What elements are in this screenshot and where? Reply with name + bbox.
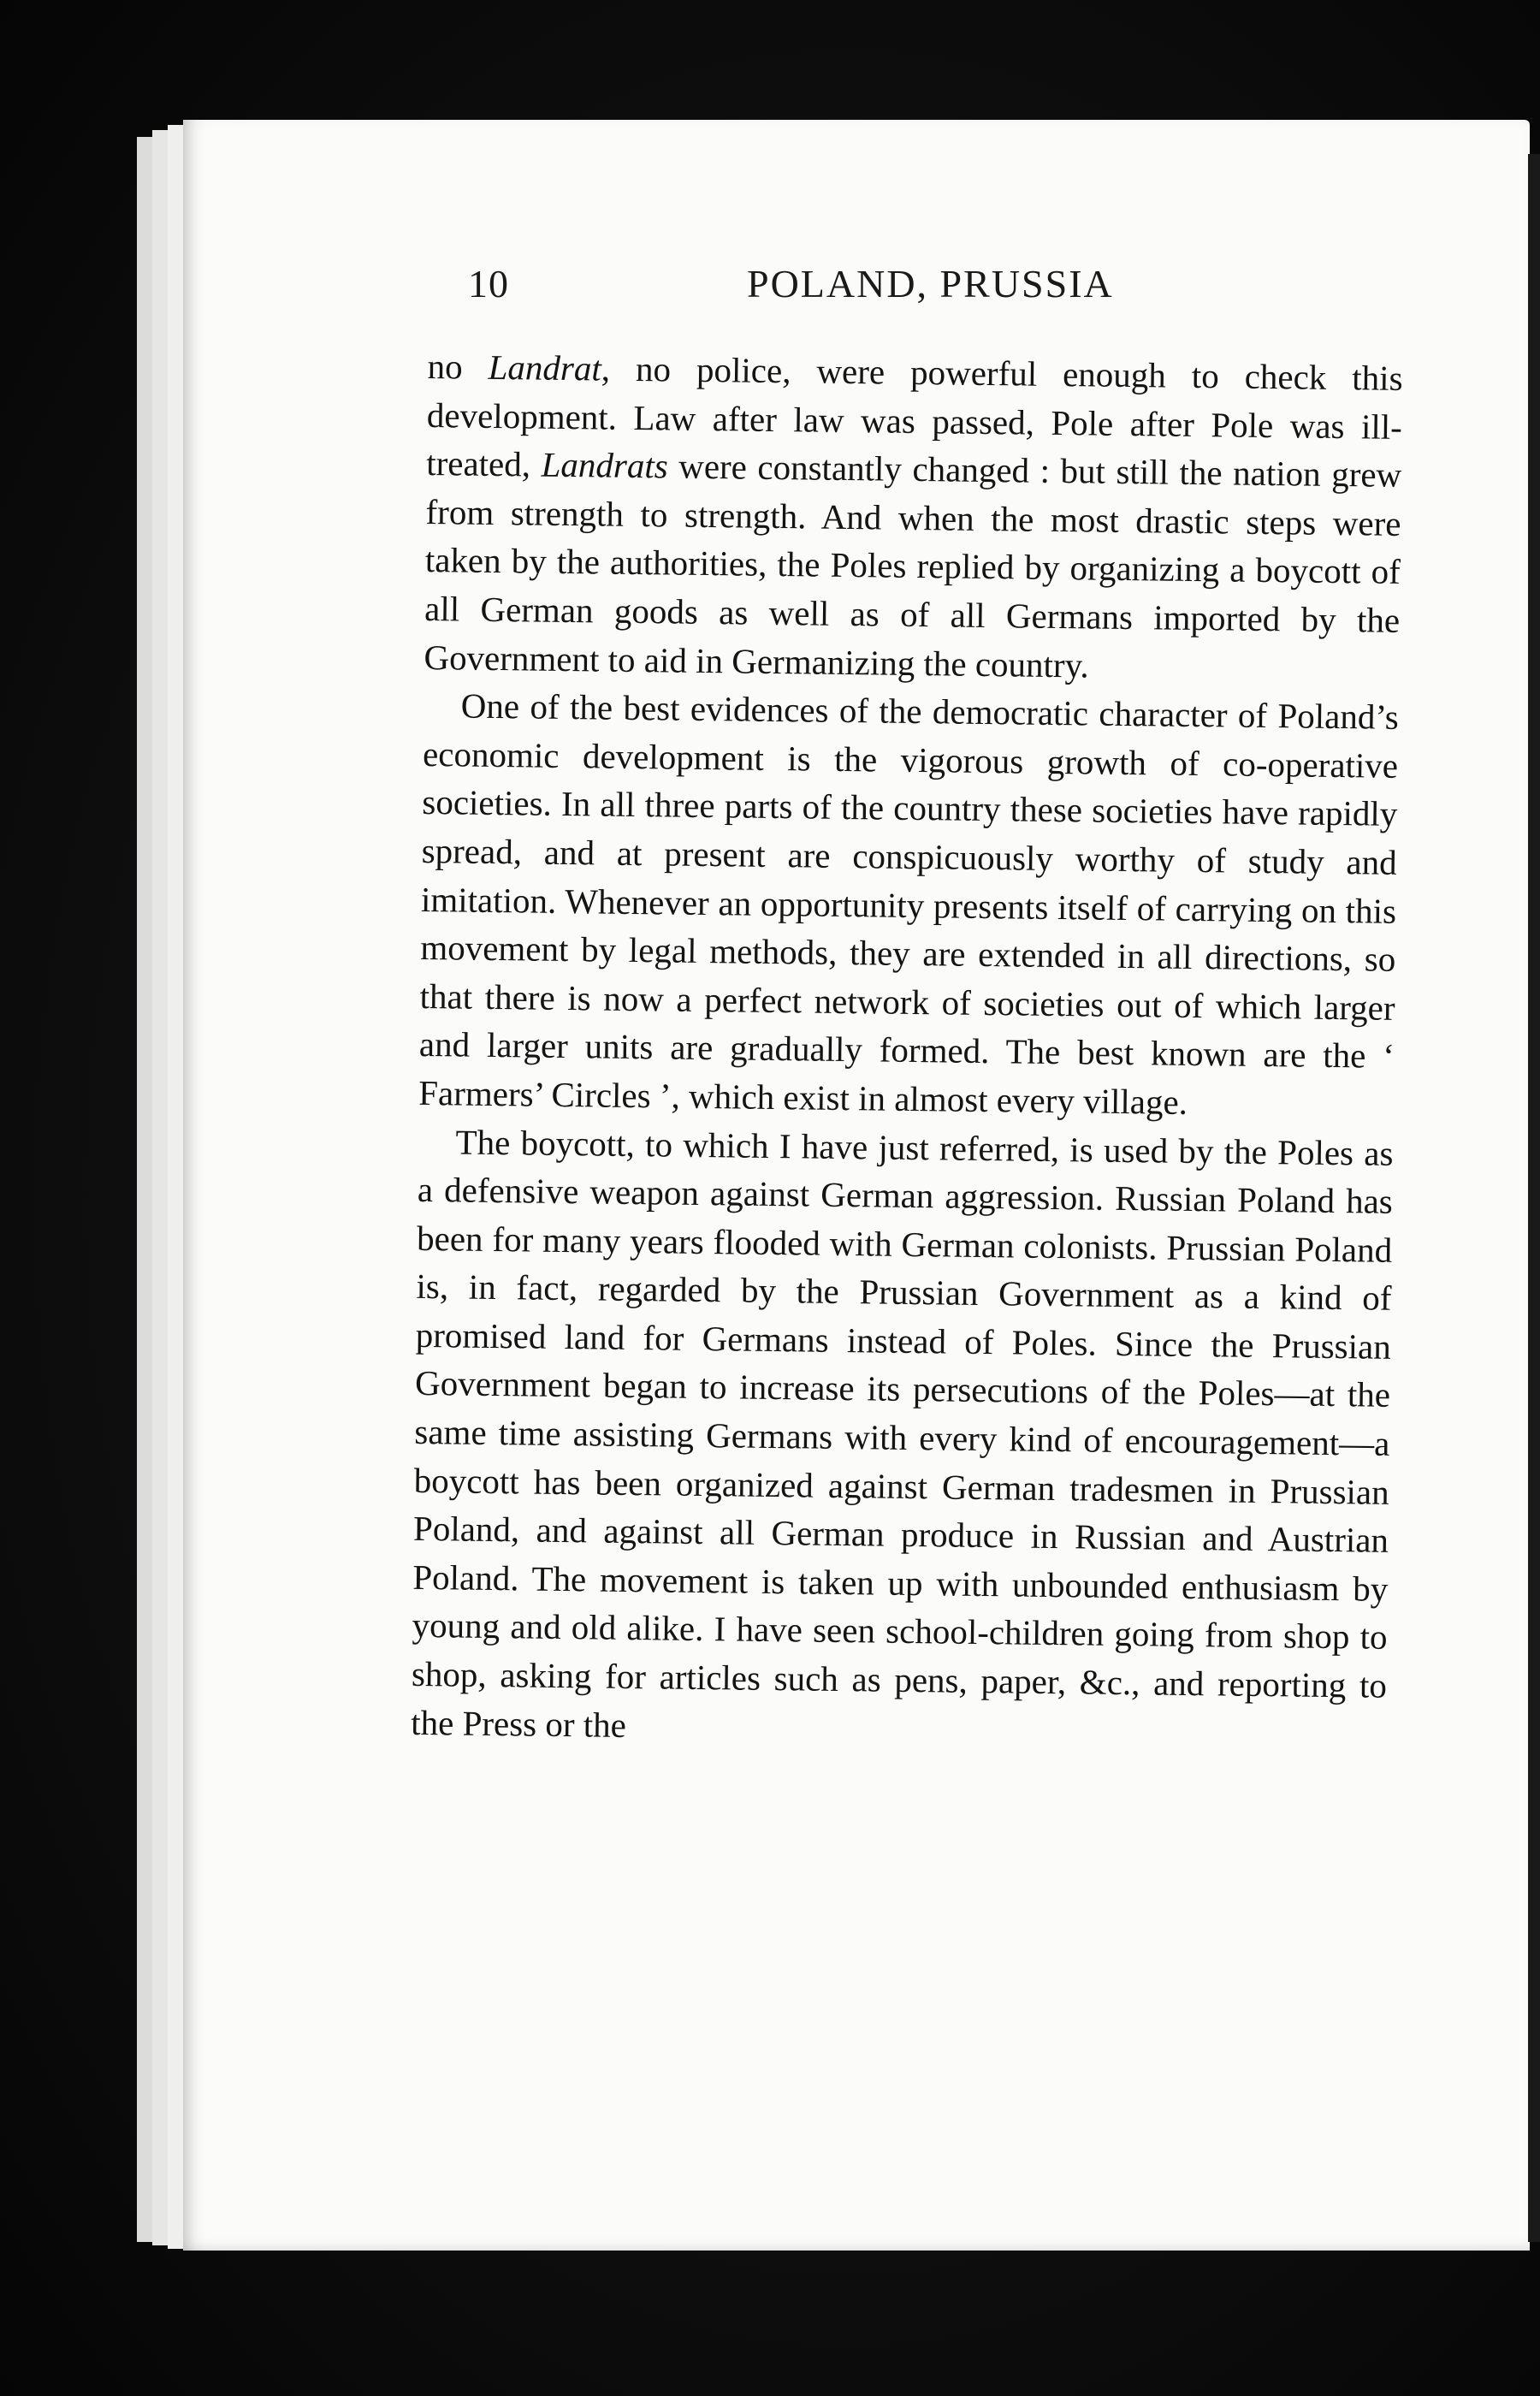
italic-term: Landrats (541, 444, 668, 486)
paragraph-1 (424, 342, 1403, 693)
running-header (278, 261, 1407, 321)
paragraph-2: One of the best evidences of the democratic character of Poland’s economic development is the vigorous growth of co-operative societies. In all three parts of the country these societies have rapidly spread, and at present are conspicuously worthy of study and imitation. Whenever an opportunity presents itself of carrying on this movement by legal methods, they are extended in all directions, so that there is now a perfect network of societies out of which larger and larger units are gradually formed. The best known are the ‘ Farmers’ Circles ’, which exist in almost every village. (418, 685, 1400, 1122)
page-number: 10 (468, 262, 509, 305)
paragraph-3: The boycott, to which I have just referred, is used by the Poles as a defensive weapon against German aggression. Russian Poland has been for many years flooded with German colonists. Prussian Poland is, in fact, regarded by the Prussian Government as a kind of promised land for Germans instead of Poles. Since the Prussian Government began to increase its persecutions of the Poles—at the same time assisting Germans with every kind of encouragement—a boycott has been organized against German tradesmen in Prussian Poland, and against all German produce in Russian and Austrian Poland. The movement is taken up with unbounded enthusiasm by young and old alike. I have seen school-children going from shop to shop, asking for articles such as pens, paper, &c., and reporting to the Press or the (411, 1121, 1394, 1745)
body-text (411, 342, 1403, 1758)
running-title: POLAND, PRUSSIA (747, 262, 1114, 305)
italic-term: Landrat (488, 347, 602, 388)
text-run: , no police, were powerful enough to check this development. Law after law was passed, Pole after Pole was ill-treated, (425, 348, 1403, 484)
text-run: were constantly changed : but still the nation grew from strength to strength. And when the most drastic steps were taken by the authorities, the Poles replied by organizing a boycott of all German goods as well as of all Germans imported by the Government to aid in Germanizing the country. (424, 446, 1402, 685)
text-run: no (427, 346, 489, 387)
page-gutter-shadow (1528, 154, 1540, 2242)
